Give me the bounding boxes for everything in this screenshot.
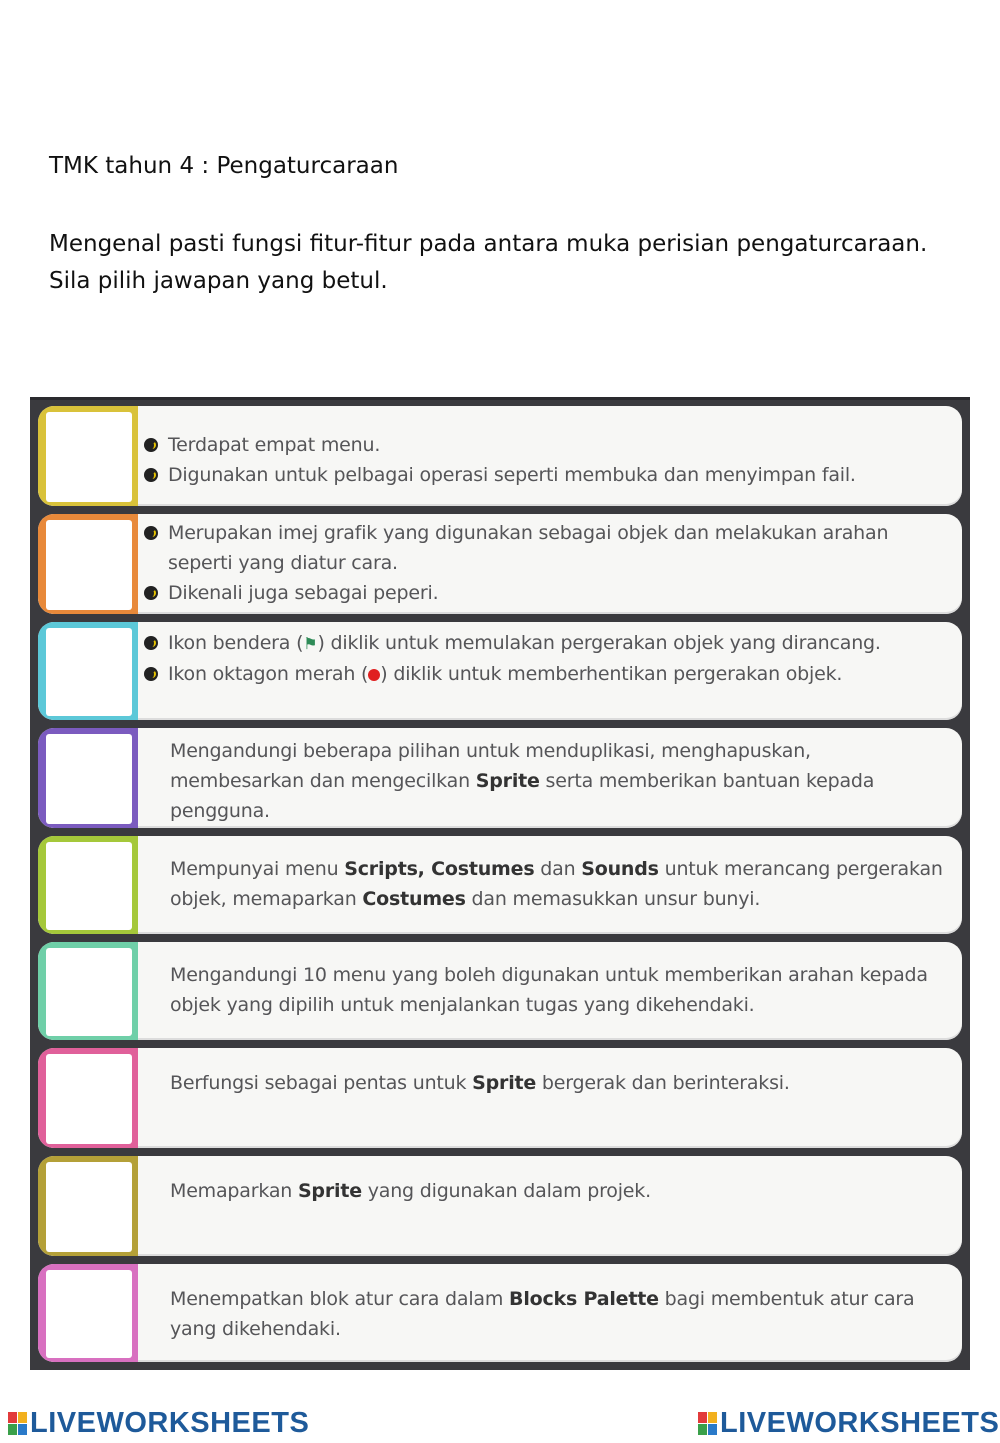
row-description: Mengandungi 10 menu yang boleh digunakan untuk memberikan arahan kepada objek yang dipilih untuk menjalankan tugas yang dikehendaki.	[170, 964, 928, 1016]
answer-input-8[interactable]	[46, 1162, 132, 1252]
bullet-arrow-icon	[144, 468, 158, 482]
bullet-arrow-icon	[144, 636, 158, 650]
page-title: TMK tahun 4 : Pengaturcaraan	[49, 153, 399, 179]
instructions	[49, 226, 979, 300]
row-description	[144, 518, 952, 608]
question-row-8	[38, 1156, 962, 1256]
question-row-6	[38, 942, 962, 1040]
bullet-item: Ikon bendera (⚑) diklik untuk memulakan pergerakan objek yang dirancang.	[144, 628, 958, 659]
liveworksheets-logo-left: LIVEWORKSHEETS	[8, 1405, 309, 1441]
bullet-item: Terdapat empat menu.	[144, 430, 952, 460]
row-description: Memaparkan Sprite yang digunakan dalam projek.	[170, 1180, 651, 1202]
answer-input-2[interactable]	[46, 520, 132, 610]
bullet-arrow-icon	[144, 526, 158, 540]
logo-icon	[8, 1412, 27, 1435]
bullet-item: Digunakan untuk pelbagai operasi seperti membuka dan menyimpan fail.	[144, 460, 952, 490]
row-description: Mengandungi beberapa pilihan untuk menduplikasi, menghapuskan, membesarkan dan mengecilkan Sprite serta memberikan bantuan kepada pengguna.	[170, 740, 875, 822]
row-description: Berfungsi sebagai pentas untuk Sprite bergerak dan berinteraksi.	[170, 1072, 790, 1094]
answer-input-4[interactable]	[46, 734, 132, 824]
green-flag-icon: ⚑	[303, 634, 318, 653]
bullet-item: Ikon oktagon merah ( ) diklik untuk memberhentikan pergerakan objek.	[144, 659, 958, 689]
instruction-line: Sila pilih jawapan yang betul.	[49, 268, 388, 294]
answer-input-7[interactable]	[46, 1054, 132, 1144]
matching-panel	[30, 397, 970, 1370]
row-description: Menempatkan blok atur cara dalam Blocks Palette bagi membentuk atur cara yang dikehendaki.	[170, 1288, 915, 1340]
logo-icon	[698, 1412, 717, 1435]
answer-input-1[interactable]	[46, 412, 132, 502]
bullet-arrow-icon	[144, 586, 158, 600]
answer-input-3[interactable]	[46, 628, 132, 716]
question-row-1	[38, 406, 962, 506]
question-row-4	[38, 728, 962, 828]
row-description: Mempunyai menu Scripts, Costumes dan Sounds untuk merancang pergerakan objek, memaparkan Costumes dan memasukkan unsur bunyi.	[170, 858, 943, 910]
bullet-item: Merupakan imej grafik yang digunakan sebagai objek dan melakukan arahan seperti yang diatur cara.	[144, 518, 952, 578]
stop-sign-icon	[368, 669, 380, 681]
bullet-arrow-icon	[144, 667, 158, 681]
answer-input-5[interactable]	[46, 842, 132, 930]
row-description	[144, 628, 958, 689]
instruction-line: Mengenal pasti fungsi fitur-fitur pada antara muka perisian pengaturcaraan.	[49, 231, 928, 257]
bullet-item: Dikenali juga sebagai peperi.	[144, 578, 952, 608]
question-row-3	[38, 622, 962, 720]
answer-input-9[interactable]	[46, 1270, 132, 1358]
answer-input-6[interactable]	[46, 948, 132, 1036]
question-row-9	[38, 1264, 962, 1362]
liveworksheets-logo-right: LIVEWORKSHEETS	[698, 1405, 999, 1441]
bullet-arrow-icon	[144, 438, 158, 452]
question-row-5	[38, 836, 962, 934]
question-row-2	[38, 514, 962, 614]
row-description	[144, 430, 952, 490]
question-row-7	[38, 1048, 962, 1148]
